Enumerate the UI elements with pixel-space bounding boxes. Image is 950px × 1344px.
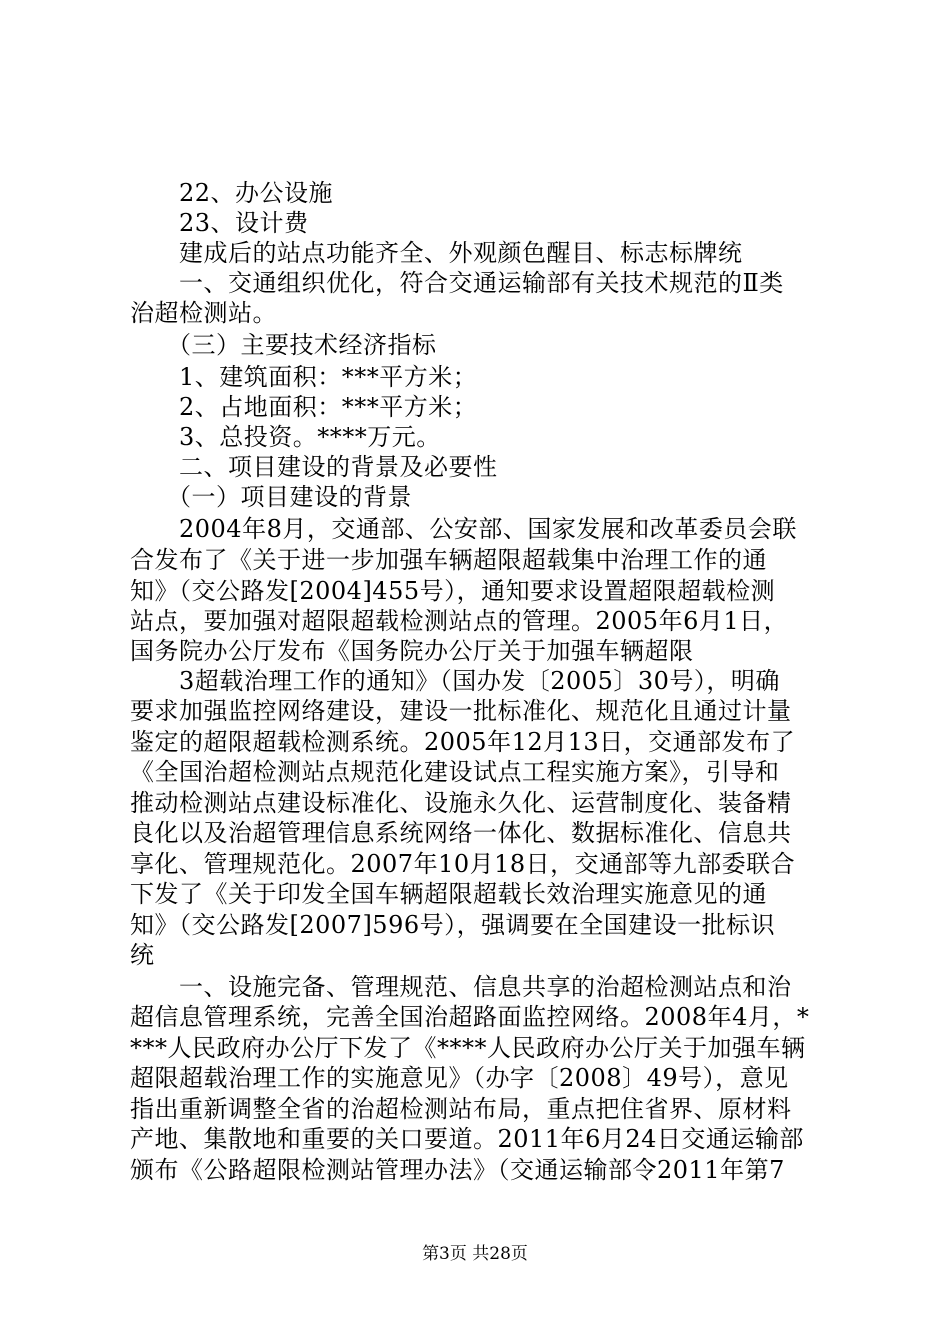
text-line: 治超检测站。 [130, 299, 277, 327]
text-line: 二、项目建设的背景及必要性 [130, 453, 498, 481]
text-line: 指出重新调整全省的治超检测站布局，重点把住省界、原材料 [130, 1095, 792, 1123]
text-line: 鉴定的超限超载检测系统。2005年12月13日，交通部发布了 [130, 728, 796, 756]
text-line: 3超载治理工作的通知》（国办发〔2005〕30号），明确 [130, 667, 780, 695]
text-line: 合发布了《关于进一步加强车辆超限超载集中治理工作的通 [130, 546, 767, 574]
text-line: 下发了《关于印发全国车辆超限超载长效治理实施意见的通 [130, 880, 767, 908]
text-line: 产地、集散地和重要的关口要道。2011年6月24日交通运输部 [130, 1125, 804, 1153]
text-line: 国务院办公厅发布《国务院办公厅关于加强车辆超限 [130, 637, 694, 665]
text-line: 颁布《公路超限检测站管理办法》（交通运输部令2011年第7 [130, 1156, 785, 1184]
text-line: 超限超载治理工作的实施意见》（办字〔2008〕49号），意见 [130, 1064, 789, 1092]
text-line: 一、设施完备、管理规范、信息共享的治超检测站点和治 [130, 973, 792, 1001]
text-line: 推动检测站点建设标准化、设施永久化、运营制度化、装备精 [130, 789, 792, 817]
text-line: 站点，要加强对超限超载检测站点的管理。2005年6月1日， [130, 607, 789, 635]
text-line: 2、占地面积：***平方米； [130, 393, 478, 421]
text-line: （一）项目建设的背景 [130, 483, 412, 511]
text-line: 知》（交公路发[2004]455号），通知要求设置超限超载检测 [130, 577, 776, 605]
text-line: 统 [130, 941, 155, 969]
text-line: 良化以及治超管理信息系统网络一体化、数据标准化、信息共 [130, 819, 792, 847]
text-line: 《全国治超检测站点规范化建设试点工程实施方案》，引导和 [130, 758, 780, 786]
text-line: （三）主要技术经济指标 [130, 331, 437, 359]
text-line: 要求加强监控网络建设，建设一批标准化、规范化且通过计量 [130, 697, 792, 725]
text-line: 建成后的站点功能齐全、外观颜色醒目、标志标牌统 [130, 239, 743, 267]
text-line: 超信息管理系统，完善全国治超路面监控网络。2008年4月，* [130, 1003, 810, 1031]
text-line: 2004年8月，交通部、公安部、国家发展和改革委员会联 [130, 515, 797, 543]
text-line: ***人民政府办公厅下发了《****人民政府办公厅关于加强车辆 [130, 1034, 806, 1062]
page-footer: 第3页 共28页 [422, 1244, 528, 1264]
text-line: 3、总投资。****万元。 [130, 423, 441, 451]
text-line: 一、交通组织优化，符合交通运输部有关技术规范的Ⅱ类 [130, 269, 784, 297]
text-line: 22、办公设施 [130, 179, 334, 207]
text-line: 1、建筑面积：***平方米； [130, 363, 478, 391]
text-line: 23、设计费 [130, 209, 309, 237]
text-line: 享化、管理规范化。2007年10月18日，交通部等九部委联合 [130, 850, 796, 878]
text-line: 知》（交公路发[2007]596号），强调要在全国建设一批标识 [130, 911, 776, 939]
